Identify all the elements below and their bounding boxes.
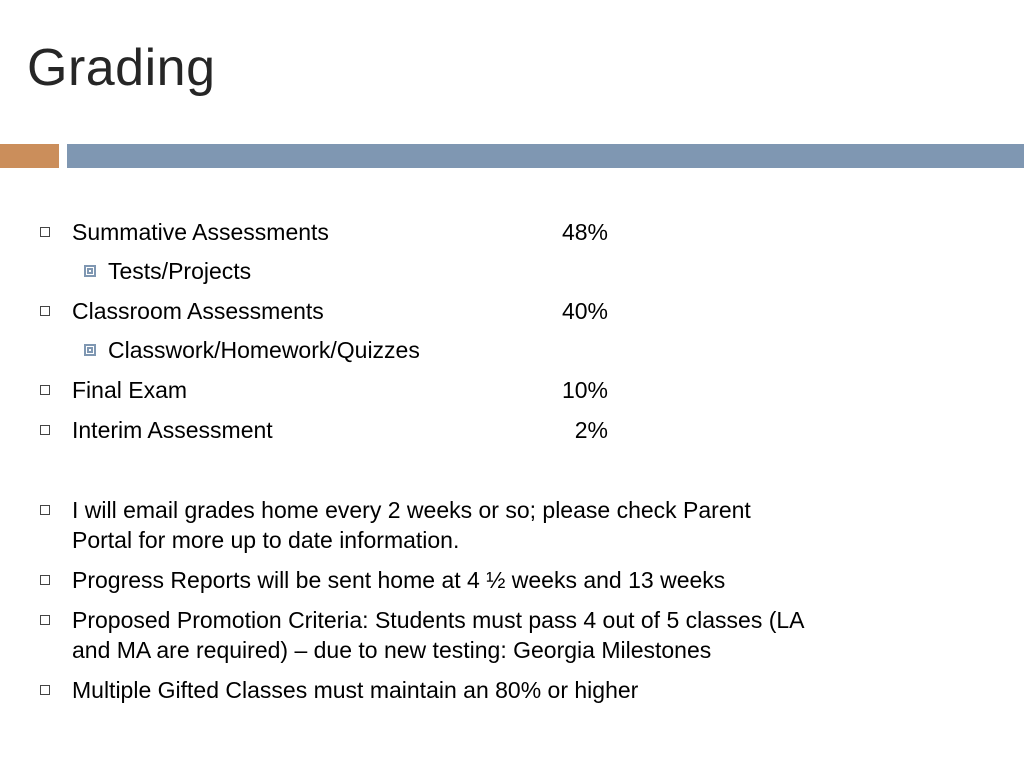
slide-title: Grading — [27, 39, 216, 97]
item-label: Classroom Assessments — [72, 298, 324, 324]
sub-item-tests-projects — [108, 256, 251, 286]
list-item-interim — [72, 415, 612, 445]
square-bullet-icon — [40, 385, 50, 395]
square-bullet-icon — [40, 615, 50, 625]
square-bullet-icon — [40, 306, 50, 316]
item-label: Classwork/Homework/Quizzes — [108, 337, 420, 363]
square-bullet-icon — [40, 425, 50, 435]
item-percent: 10% — [561, 377, 608, 403]
list-item-final-exam — [72, 375, 612, 405]
list-item-summative — [72, 217, 612, 247]
item-label: Final Exam — [72, 377, 188, 403]
list-item-classroom — [72, 296, 612, 326]
item-percent: 40% — [561, 298, 608, 324]
square-bullet-icon — [84, 265, 96, 277]
note-progress-reports — [72, 565, 972, 595]
note-email-grades — [72, 495, 972, 555]
sub-item-classwork — [108, 335, 420, 365]
square-bullet-icon — [84, 344, 96, 356]
item-percent: 48% — [561, 219, 608, 245]
square-bullet-icon — [40, 505, 50, 515]
note-line: Multiple Gifted Classes must maintain an 80% or higher — [72, 677, 639, 703]
square-bullet-icon — [40, 575, 50, 585]
item-label: Tests/Projects — [108, 258, 252, 284]
note-line: Portal for more up to date information. — [72, 527, 460, 553]
square-bullet-icon — [40, 227, 50, 237]
square-bullet-icon — [40, 685, 50, 695]
note-promotion-criteria — [72, 605, 972, 665]
item-label: Summative Assessments — [72, 219, 329, 245]
note-line: Progress Reports will be sent home at 4 ½ weeks and 13 weeks — [72, 567, 726, 593]
note-line: Proposed Promotion Criteria: Students must pass 4 out of 5 classes (LA — [72, 607, 805, 633]
note-gifted-classes — [72, 675, 972, 705]
item-percent: 2% — [574, 417, 608, 443]
note-line: and MA are required) – due to new testing: Georgia Milestones — [72, 637, 712, 663]
note-line: I will email grades home every 2 weeks or so; please check Parent — [72, 497, 751, 523]
item-label: Interim Assessment — [72, 417, 273, 443]
